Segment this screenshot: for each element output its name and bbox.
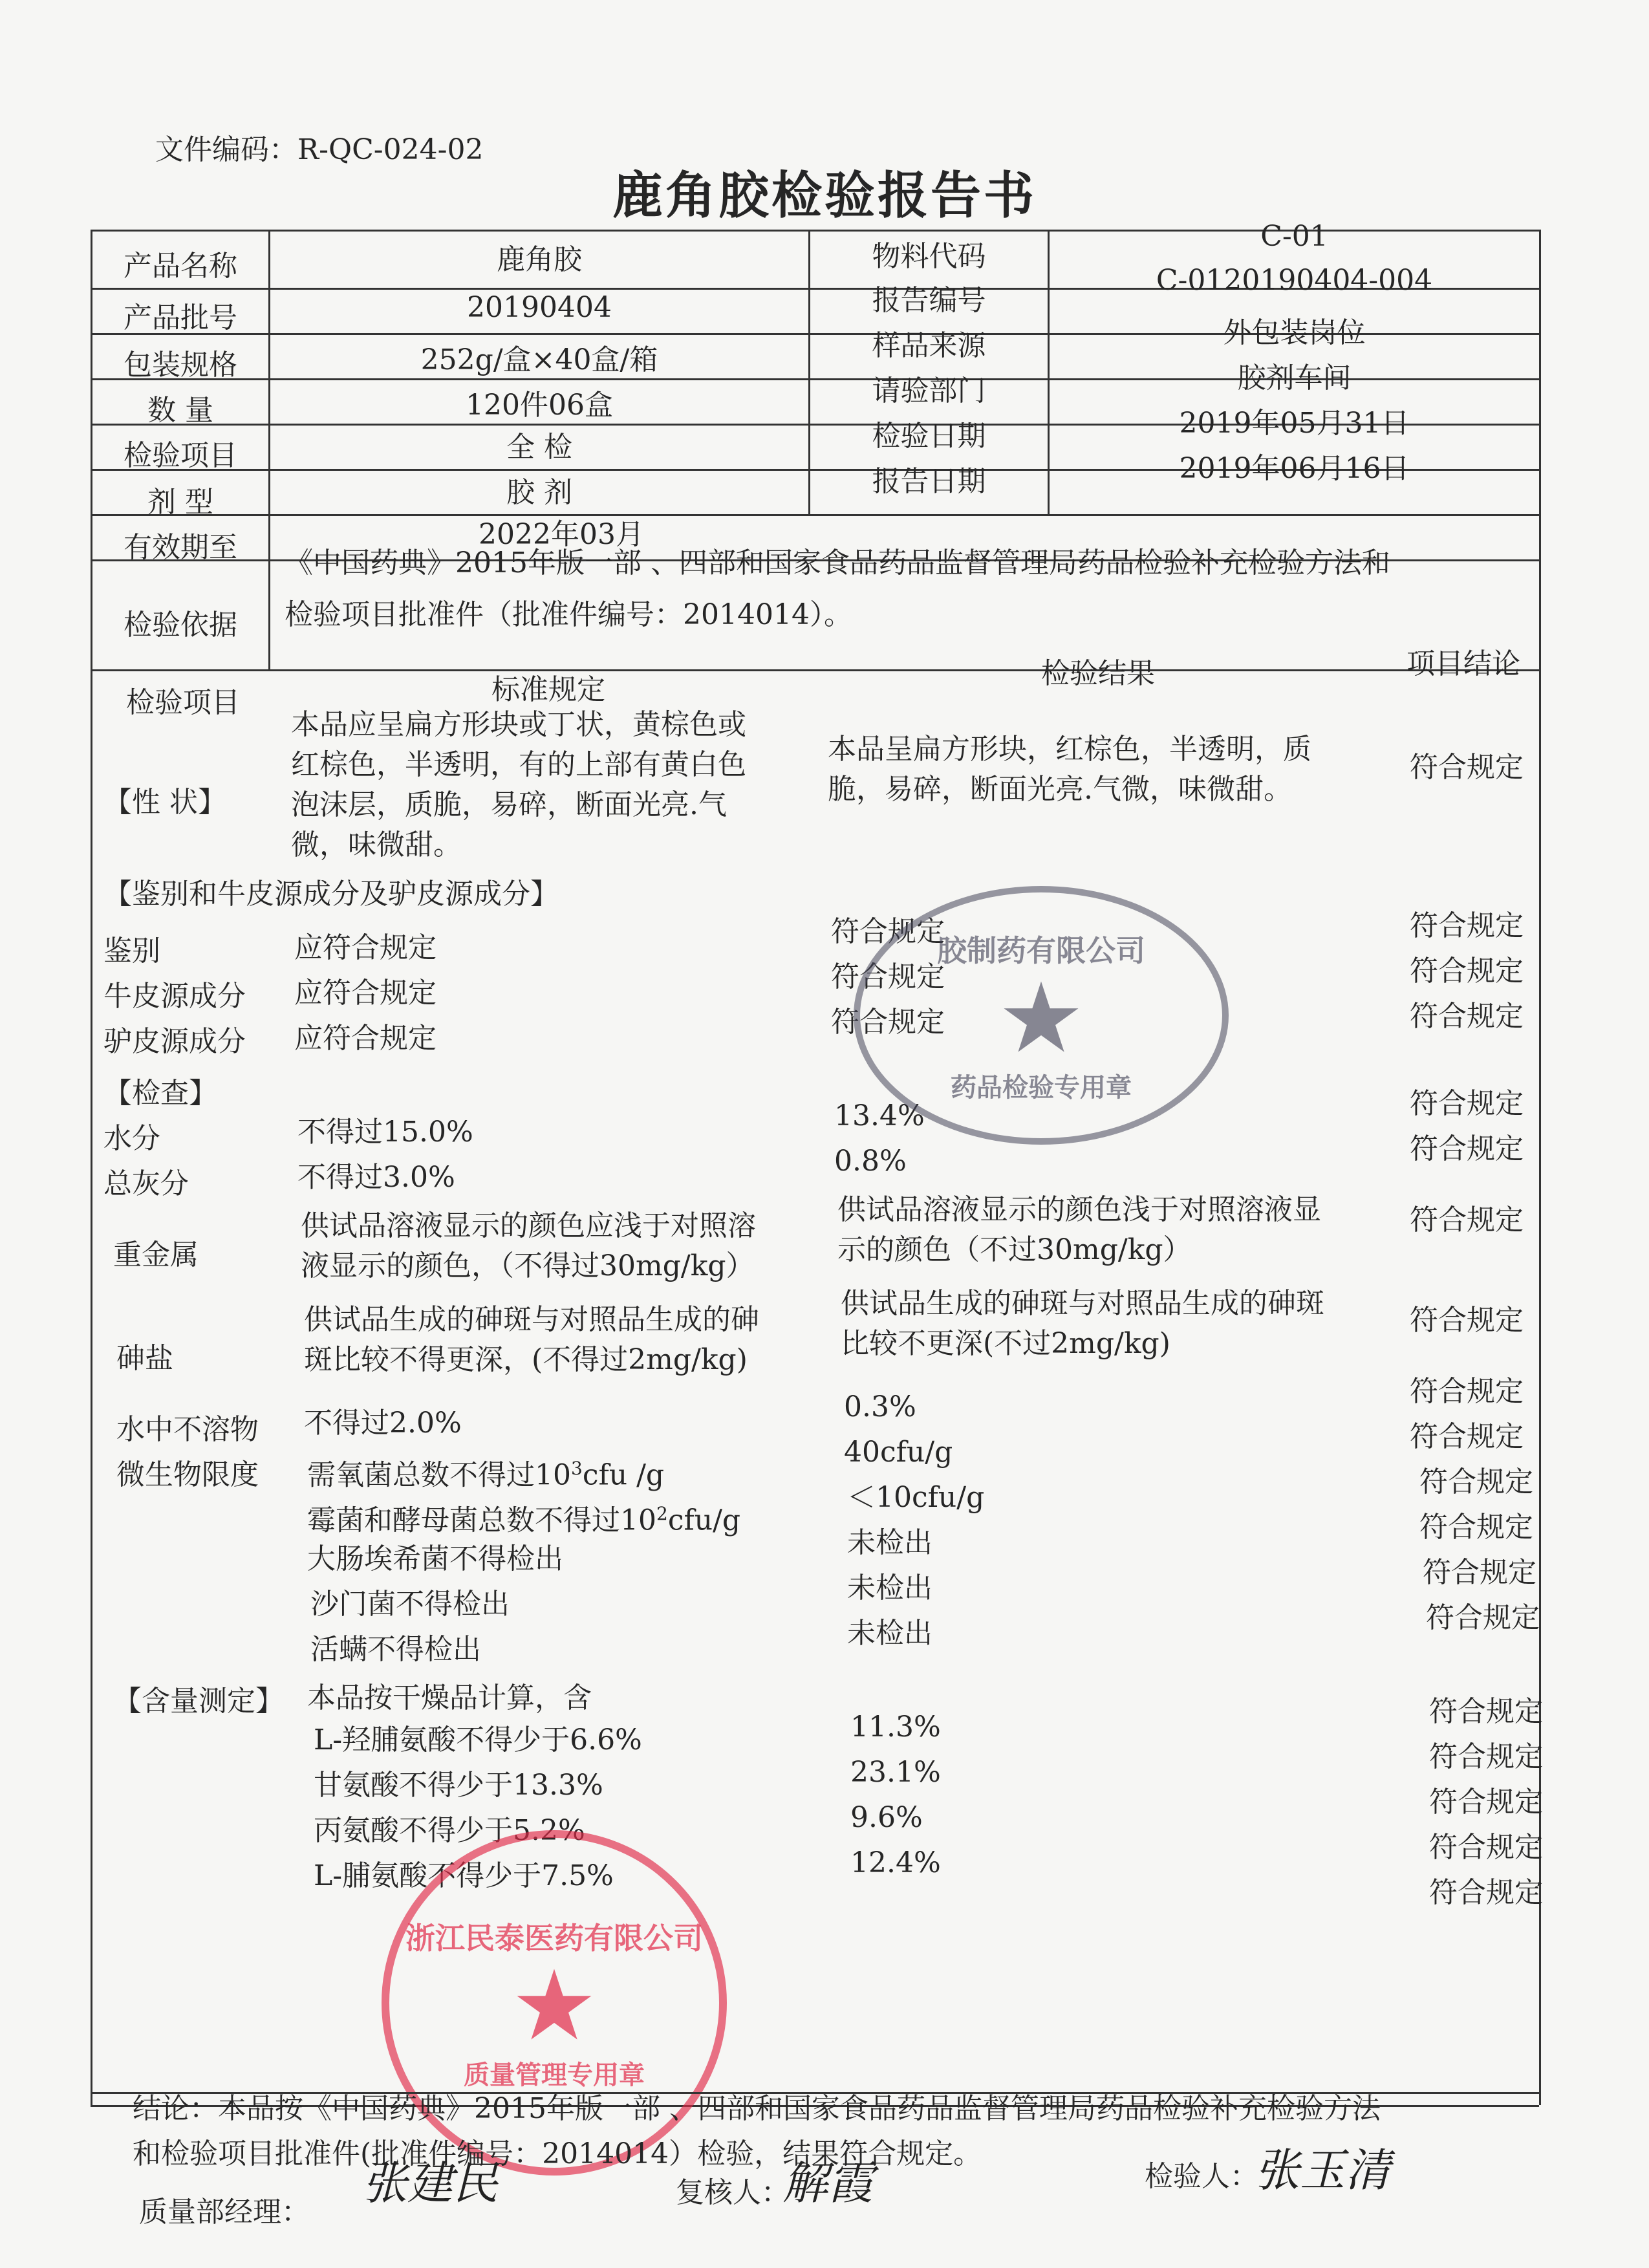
micro-ecoli-conc: 符合规定 [1423, 1556, 1536, 1589]
ident-res-2: 符合规定 [831, 960, 945, 993]
expiry-label: 有效期至 [124, 531, 237, 564]
arsenic-res-2: 比较不更深(不过2mg/kg) [841, 1327, 1170, 1360]
micro-mite-conc: 符合规定 [1429, 1695, 1543, 1728]
ident-std-1: 应符合规定 [294, 931, 436, 964]
dept-value: 胶剂车间 [1237, 362, 1352, 394]
ash-std: 不得过3.0% [297, 1161, 455, 1194]
inspection-stamp: 胶制药有限公司 ★ 药品检验专用章 [854, 886, 1229, 1145]
micro-mite-res: 未检出 [847, 1617, 932, 1650]
ash-res: 0.8% [834, 1145, 907, 1178]
check-section-conclusion: 符合规定 [1410, 1087, 1524, 1120]
arsenic-std-2: 斑比较不得更深，(不得过2mg/kg) [304, 1343, 748, 1376]
arsenic-res-1: 供试品生成的砷斑与对照品生成的砷斑 [841, 1287, 1324, 1320]
heavy-std-1: 供试品溶液显示的颜色应浅于对照溶 [301, 1209, 756, 1242]
report-date-label: 报告日期 [872, 465, 986, 498]
ident-res-1: 符合规定 [831, 915, 945, 948]
report-no-label: 报告编号 [872, 284, 986, 317]
ident-item-3: 驴皮源成分 [103, 1025, 246, 1058]
insoluble-pre-conc: 符合规定 [1410, 1375, 1524, 1408]
insoluble-conc: 符合规定 [1410, 1420, 1524, 1453]
ash-item: 总灰分 [103, 1167, 189, 1200]
batch-label: 产品批号 [124, 301, 237, 334]
form-value: 胶 剂 [506, 476, 572, 509]
assay-std-1: L-羟脯氨酸不得少于6.6% [314, 1723, 642, 1756]
test-date-label: 检验日期 [872, 420, 986, 453]
micro-aerobic-res: 40cfu/g [844, 1436, 953, 1469]
doc-number: 文件编码：R-QC-024-02 [155, 133, 484, 166]
item-value: 全 检 [506, 431, 572, 464]
micro-aerobic-std: 需氧菌总数不得过$10^3cfu$ /g [307, 1458, 665, 1492]
assay-res-4: 12.4% [850, 1846, 941, 1879]
micro-ecoli-std: 大肠埃希菌不得检出 [307, 1542, 563, 1575]
package-label: 包装规格 [124, 349, 237, 382]
micro-mold-res: ＜10cfu/g [847, 1481, 985, 1514]
product-name-label: 产品名称 [124, 250, 237, 283]
conclusion-line-2: 和检验项目批准件(批准件编号：2014014）检验，结果符合规定。 [133, 2137, 982, 2170]
arsenic-std-1: 供试品生成的砷斑与对照品生成的砷 [304, 1303, 759, 1336]
assay-intro: 本品按干燥品计算，含 [307, 1681, 592, 1714]
quantity-value: 120件06盒 [466, 389, 613, 422]
ident-item-1: 鉴别 [103, 934, 160, 967]
assay-std-3: 丙氨酸不得少于5.2% [314, 1814, 585, 1847]
character-res-2: 脆，易碎，断面光亮.气微，味微甜。 [828, 773, 1292, 806]
inspector-signature: 张玉清 [1255, 2144, 1390, 2197]
heavy-std-2: 液显示的颜色，（不得过30mg/kg） [301, 1249, 755, 1282]
micro-salm-res: 未检出 [847, 1571, 932, 1604]
basis-line-2: 检验项目批准件（批准件编号：2014014）。 [285, 598, 852, 631]
report-no-value: C-0120190404-004 [1156, 264, 1433, 297]
qa-manager-signature: 张建民 [362, 2157, 498, 2210]
ident-conc-1: 符合规定 [1410, 909, 1524, 942]
assay-res-1: 11.3% [850, 1711, 941, 1744]
character-std-4: 微，味微甜。 [291, 828, 462, 861]
col-standard: 标准规定 [491, 673, 605, 706]
heavy-res-1: 供试品溶液显示的颜色浅于对照溶液显 [837, 1193, 1321, 1226]
micro-ecoli-res: 未检出 [847, 1526, 932, 1559]
package-value: 252g/盒×40盒/箱 [420, 343, 658, 376]
moisture-item: 水分 [103, 1122, 160, 1155]
moisture-std: 不得过15.0% [297, 1116, 473, 1149]
character-label: 【性 状】 [103, 786, 226, 819]
micro-mold-conc: 符合规定 [1419, 1511, 1533, 1544]
source-label: 样品来源 [872, 329, 986, 362]
assay-res-2: 23.1% [850, 1756, 941, 1789]
form-label: 剂 型 [147, 486, 213, 519]
expiry-value: 2022年03月 [479, 518, 644, 551]
moisture-conc: 符合规定 [1410, 1132, 1524, 1165]
heavy-conc: 符合规定 [1410, 1204, 1524, 1237]
ident-conc-3: 符合规定 [1410, 1000, 1524, 1033]
ident-item-2: 牛皮源成分 [103, 980, 246, 1013]
heavy-res-2: 示的颜色（不过30mg/kg） [837, 1233, 1192, 1266]
character-res-1: 本品呈扁方形块，红棕色，半透明，质 [828, 733, 1311, 766]
col-item: 检验项目 [126, 686, 240, 719]
character-conclusion: 符合规定 [1410, 751, 1524, 784]
quantity-label: 数 量 [147, 394, 213, 427]
micro-item: 微生物限度 [116, 1458, 259, 1491]
item-label: 检验项目 [124, 439, 237, 472]
inspector-label: 检验人： [1145, 2160, 1258, 2193]
micro-aerobic-conc: 符合规定 [1419, 1465, 1533, 1498]
micro-mite-std: 活螨不得检出 [310, 1633, 481, 1666]
qa-manager-label: 质量部经理： [139, 2196, 310, 2229]
arsenic-item: 砷盐 [116, 1342, 173, 1375]
heavy-item: 重金属 [113, 1238, 199, 1271]
col-conclusion: 项目结论 [1406, 647, 1520, 680]
assay-label: 【含量测定】 [113, 1685, 284, 1718]
assay-conc-1: 符合规定 [1429, 1786, 1543, 1819]
ident-res-3: 符合规定 [831, 1006, 945, 1039]
assay-intro-conc: 符合规定 [1429, 1740, 1543, 1773]
character-std-1: 本品应呈扁方形块或丁状，黄棕色或 [291, 708, 746, 741]
moisture-res: 13.4% [834, 1099, 925, 1132]
product-name-value: 鹿角胶 [497, 243, 582, 276]
ident-std-2: 应符合规定 [294, 977, 436, 1010]
assay-std-2: 甘氨酸不得少于13.3% [314, 1769, 603, 1802]
conclusion-line-1: 结论：本品按《中国药典》2015年版一部 、四部和国家食品药品监督管理局药品检验补充检验方法 [133, 2092, 1381, 2125]
stamp-star-icon: ★ [510, 1949, 598, 2062]
assay-res-3: 9.6% [850, 1801, 923, 1834]
report-date-value: 2019年06月16日 [1179, 452, 1410, 485]
page-title: 鹿角胶检验报告书 [612, 166, 1037, 225]
assay-conc-3: 符合规定 [1429, 1876, 1543, 1909]
check-section-label: 【检查】 [103, 1077, 217, 1110]
material-code-label: 物料代码 [872, 240, 986, 273]
ident-std-3: 应符合规定 [294, 1022, 436, 1055]
micro-mold-std: 霉菌和酵母菌总数不得过$10^2cfu/g$ [307, 1503, 741, 1537]
reviewer-label: 复核人： [676, 2176, 790, 2209]
basis-label: 检验依据 [124, 609, 237, 642]
col-result: 检验结果 [1041, 657, 1155, 690]
dept-label: 请验部门 [872, 374, 986, 407]
basis-line-1: 《中国药典》2015年版一部 、四部和国家食品药品监督管理局药品检验补充检验方法和 [285, 546, 1390, 579]
character-std-3: 泡沫层，质脆，易碎，断面光亮.气 [291, 788, 727, 821]
stamp-star-icon: ★ [997, 962, 1085, 1075]
assay-std-4: L-脯氨酸不得少于7.5% [314, 1859, 614, 1892]
micro-salm-conc: 符合规定 [1426, 1601, 1540, 1634]
insoluble-item: 水中不溶物 [116, 1413, 259, 1446]
material-code-value: C-01 [1260, 220, 1328, 253]
reviewer-signature: 解霞 [782, 2157, 873, 2210]
quality-stamp: 浙江民泰医药有限公司 ★ 质量管理专用章 [382, 1830, 727, 2176]
micro-salm-std: 沙门菌不得检出 [310, 1588, 510, 1621]
ident-section-label: 【鉴别和牛皮源成分及驴皮源成分】 [103, 878, 559, 911]
source-value: 外包装岗位 [1223, 316, 1366, 349]
arsenic-conc: 符合规定 [1410, 1304, 1524, 1337]
character-std-2: 红棕色，半透明，有的上部有黄白色 [291, 748, 746, 781]
batch-value: 20190404 [467, 291, 612, 324]
assay-conc-2: 符合规定 [1429, 1831, 1543, 1864]
ident-conc-2: 符合规定 [1410, 955, 1524, 988]
insoluble-std: 不得过2.0% [304, 1407, 462, 1440]
test-date-value: 2019年05月31日 [1179, 407, 1410, 440]
insoluble-res: 0.3% [844, 1390, 916, 1423]
